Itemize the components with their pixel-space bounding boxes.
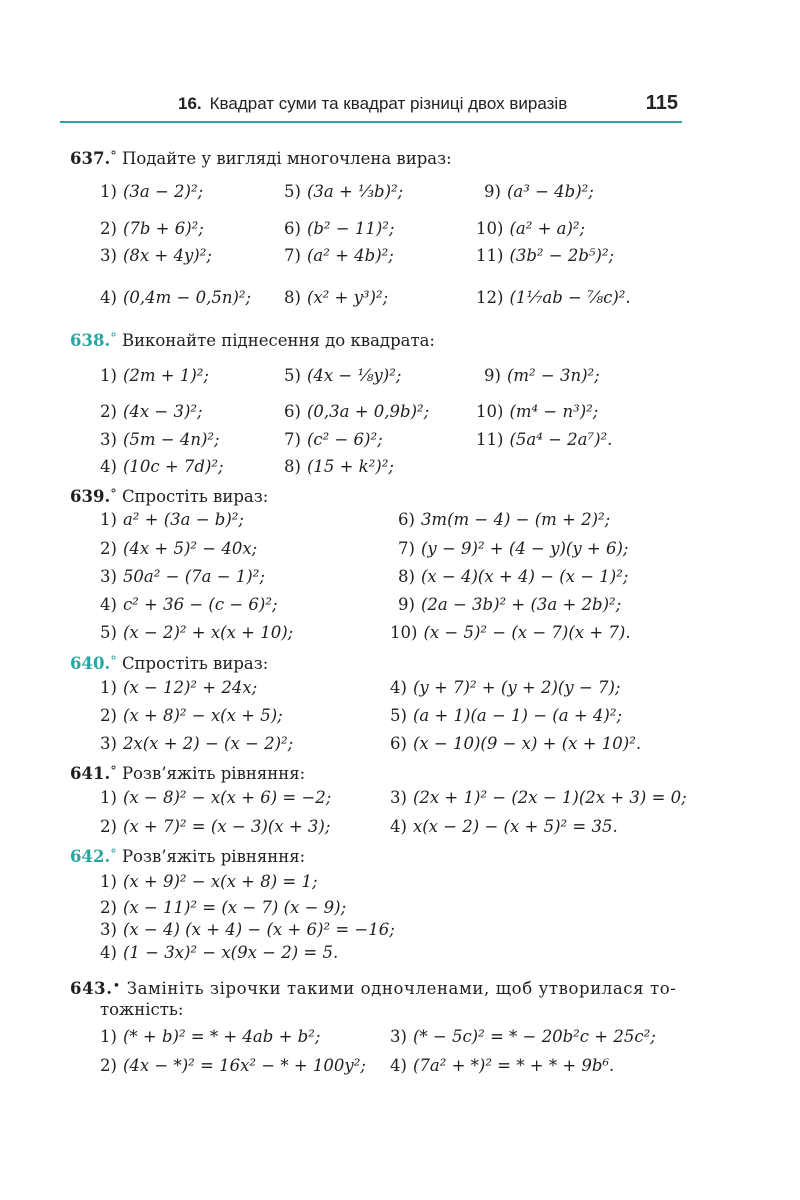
ex641-item-4: 4) x(x − 2) − (x + 5)² = 35. [390,817,618,836]
ex637-item-8: 8) (x² + y³)²; [284,288,389,307]
ex638-item-4: 4) (10c + 7d)²; [100,457,224,476]
ex637-item-3: 3) (8x + 4y)²; [100,246,212,265]
ex638-item-6: 6) (0,3a + 0,9b)²; [284,402,430,421]
ex638-item-7: 7) (c² − 6)²; [284,430,383,449]
chapter-title [178,94,567,114]
ex639-item-7: 7) (y − 9)² + (4 − y)(y + 6); [398,539,629,558]
page-header [60,92,682,116]
ex642-item-4: 4) (1 − 3x)² − x(9x − 2) = 5. [100,943,339,962]
exercise-639-title: Спростіть вираз: [121,487,269,506]
ex637-item-7: 7) (a² + 4b)²; [284,246,394,265]
ex642-item-1: 1) (x + 9)² − x(x + 8) = 1; [100,872,318,891]
ex638-item-8: 8) (15 + k²)²; [284,457,394,476]
exercise-637-title: Подайте у вигляді многочлена вираз: [121,149,452,168]
ex638-item-9: 9) (m² − 3n)²; [484,366,600,385]
exercise-642-heading: 642.° Розв’яжіть рівняння: [70,847,306,866]
ex637-item-12: 12) (1⅐ab − ⅞c)². [476,288,631,307]
ex640-item-2: 2) (x + 8)² − x(x + 5); [100,706,283,725]
ex638-item-11: 11) (5a⁴ − 2a⁷)². [476,430,613,449]
ex643-item-1: 1) (* + b)² = * + 4ab + b²; [100,1027,321,1046]
ex640-item-4: 4) (y + 7)² + (y + 2)(y − 7); [390,678,621,697]
ex643-item-3: 3) (* − 5c)² = * − 20b²c + 25c²; [390,1027,656,1046]
ex640-item-6: 6) (x − 10)(9 − x) + (x + 10)². [390,734,642,753]
ex639-item-10: 10) (x − 5)² − (x − 7)(x + 7). [390,623,631,642]
exercise-638-title: Виконайте піднесення до квадрата: [121,331,435,350]
ex641-item-2: 2) (x + 7)² = (x − 3)(x + 3); [100,817,331,836]
ex638-item-10: 10) (m⁴ − n³)²; [476,402,599,421]
ex637-item-10: 10) (a² + a)²; [476,219,586,238]
exercise-638-heading: 638.° Виконайте піднесення до квадрата: [70,331,435,350]
exercise-639-heading: 639.° Спростіть вираз: [70,487,269,506]
ex637-item-6: 6) (b² − 11)²; [284,219,395,238]
exercise-643-title-continued: тожність: [100,1000,184,1019]
ex643-item-4: 4) (7a² + *)² = * + * + 9b⁶. [390,1056,615,1075]
ex637-item-9: 9) (a³ − 4b)²; [484,182,594,201]
ex639-item-3: 3) 50a² − (7a − 1)²; [100,567,265,586]
ex640-item-5: 5) (a + 1)(a − 1) − (a + 4)²; [390,706,622,725]
header-divider [60,121,682,123]
ex639-item-8: 8) (x − 4)(x + 4) − (x − 1)²; [398,567,629,586]
ex639-item-6: 6) 3m(m − 4) − (m + 2)²; [398,510,611,529]
ex639-item-2: 2) (4x + 5)² − 40x; [100,539,258,558]
ex640-item-3: 3) 2x(x + 2) − (x − 2)²; [100,734,294,753]
ex637-item-11: 11) (3b² − 2b⁵)²; [476,246,615,265]
exercise-641-title: Розв’яжіть рівняння: [121,764,306,783]
ex640-item-1: 1) (x − 12)² + 24x; [100,678,258,697]
exercise-640-title: Спростіть вираз: [121,654,269,673]
ex643-item-2: 2) (4x − *)² = 16x² − * + 100y²; [100,1056,366,1075]
ex637-item-2: 2) (7b + 6)²; [100,219,204,238]
exercise-642-title: Розв’яжіть рівняння: [121,847,306,866]
ex638-item-2: 2) (4x − 3)²; [100,402,203,421]
page-number: 115 [645,92,678,114]
ex638-item-3: 3) (5m − 4n)²; [100,430,220,449]
section-title: Квадрат суми та квадрат різниці двох виразів [209,94,568,113]
exercise-637-heading: 637.° Подайте у вигляді многочлена вираз: [70,149,452,168]
ex637-item-4: 4) (0,4m − 0,5n)²; [100,288,252,307]
ex642-item-3: 3) (x − 4) (x + 4) − (x + 6)² = −16; [100,920,395,939]
ex639-item-9: 9) (2a − 3b)² + (3a + 2b)²; [398,595,622,614]
ex639-item-4: 4) c² + 36 − (c − 6)²; [100,595,278,614]
ex638-item-1: 1) (2m + 1)²; [100,366,209,385]
ex637-item-5: 5) (3a + ⅓b)²; [284,182,404,201]
ex638-item-5: 5) (4x − ⅛y)²; [284,366,402,385]
exercise-643-title: Замініть зірочки такими одночленами, щоб утворилася то- [126,979,677,998]
section-number: 16. [178,94,202,113]
ex641-item-3: 3) (2x + 1)² − (2x − 1)(2x + 3) = 0; [390,788,687,807]
ex641-item-1: 1) (x − 8)² − x(x + 6) = −2; [100,788,332,807]
ex637-item-1: 1) (3a − 2)²; [100,182,204,201]
ex642-item-2: 2) (x − 11)² = (x − 7) (x − 9); [100,898,347,917]
exercise-643-heading: 643.• Замініть зірочки такими одночленами, щоб утворилася то- [70,979,677,998]
ex639-item-5: 5) (x − 2)² + x(x + 10); [100,623,294,642]
ex639-item-1: 1) a² + (3a − b)²; [100,510,244,529]
exercise-641-heading: 641.° Розв’яжіть рівняння: [70,764,306,783]
exercise-640-heading: 640.° Спростіть вираз: [70,654,269,673]
